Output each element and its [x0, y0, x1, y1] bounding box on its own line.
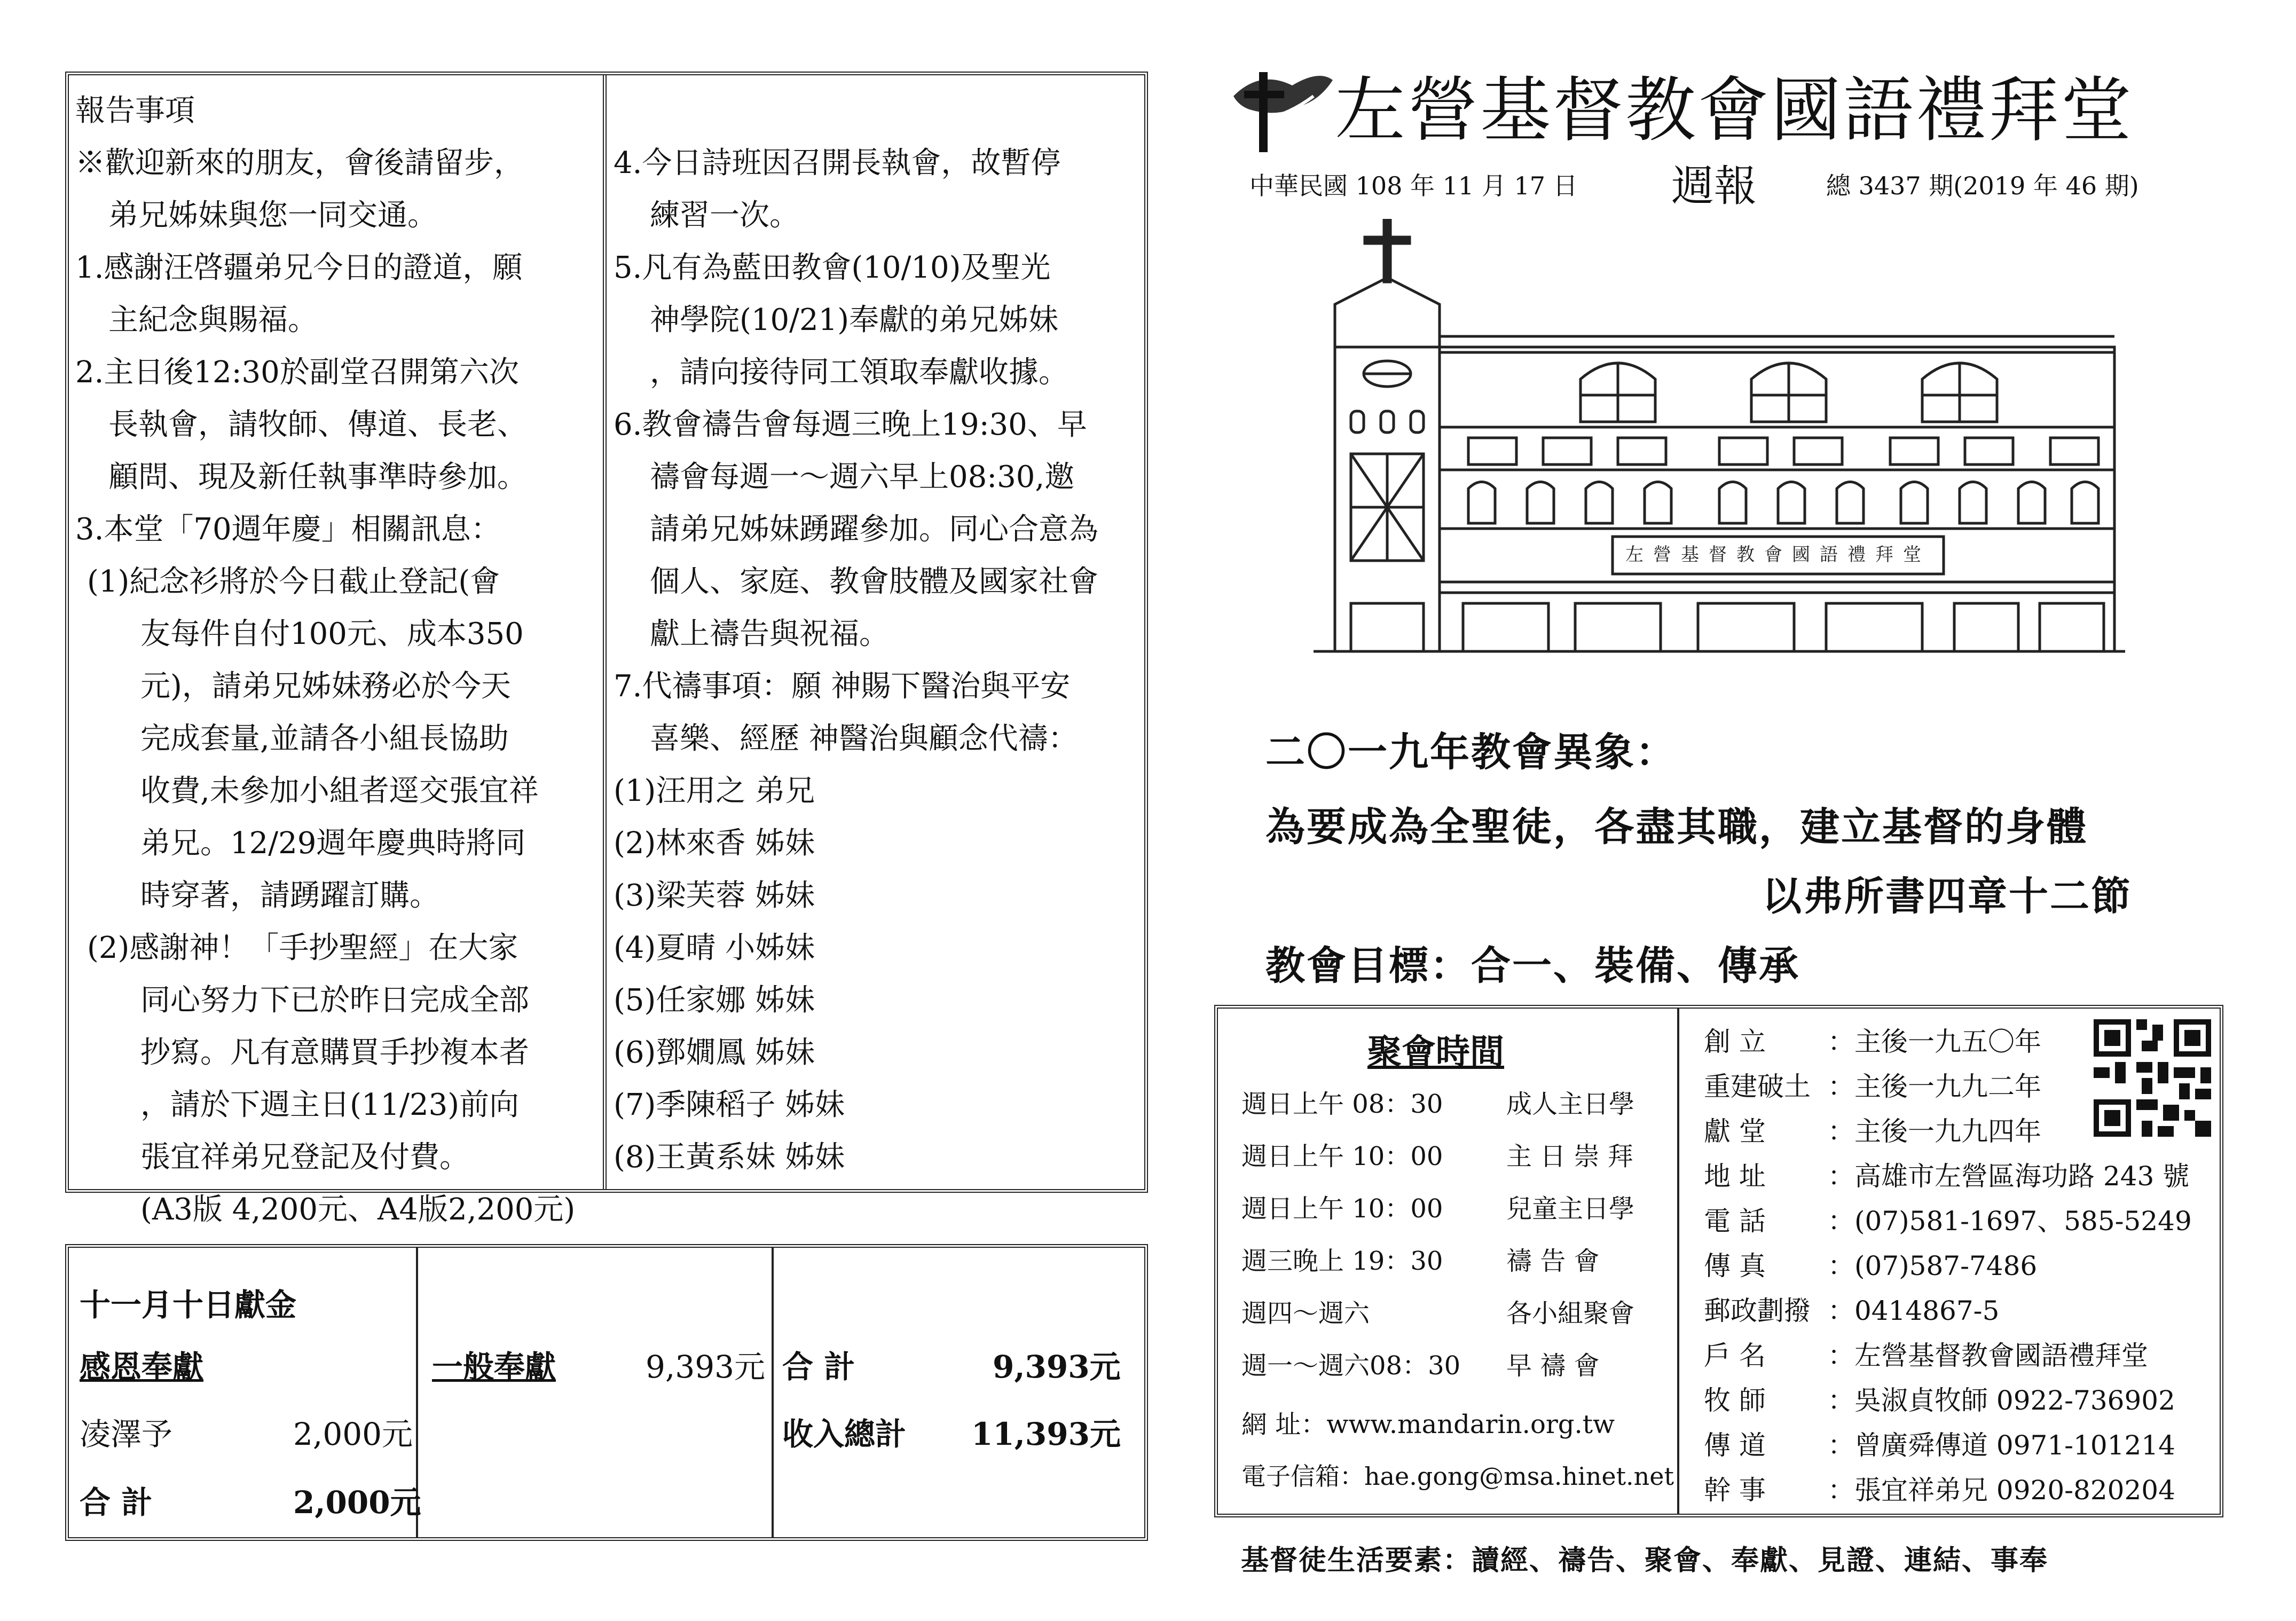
meeting-time: 週日上午 08：30 — [1241, 1089, 1443, 1119]
info-key: 電 話 — [1704, 1206, 1766, 1237]
info-key: 傳 道 — [1704, 1430, 1766, 1461]
info-value: ：張宜祥弟兄 0920-820204 — [1828, 1475, 2175, 1506]
announcement-line: (2)感謝神！「手抄聖經」在大家 — [87, 931, 518, 965]
offering-divider-2 — [772, 1248, 774, 1537]
info-value: ：(07)581-1697、585-5249 — [1828, 1206, 2192, 1237]
announcement-line: 神學院(10/21)奉獻的弟兄姊妹 — [650, 303, 1059, 337]
info-value: ：0414867-5 — [1828, 1295, 2000, 1326]
announcement-line: 友每件自付100元、成本350 — [140, 617, 524, 651]
info-key: 創 立 — [1704, 1026, 1766, 1057]
thanks-offering-label: 感恩奉獻 — [80, 1349, 204, 1385]
announcement-line: 同心努力下已於昨日完成全部 — [140, 983, 529, 1018]
bulletin-date: 中華民國 108 年 11 月 17 日 — [1249, 171, 1578, 200]
announcement-line: 個人、家庭、教會肢體及國家社會 — [650, 564, 1098, 599]
announcement-line: 3.本堂「70週年慶」相關訊息： — [75, 512, 501, 547]
thanks-offering-name: 凌澤予 — [80, 1416, 173, 1452]
announcements-left-column — [75, 85, 575, 1236]
info-row-founded — [1704, 1020, 2041, 1059]
announcement-line: ※歡迎新來的朋友，會後請留步， — [75, 146, 524, 180]
offering-box — [65, 1244, 1148, 1541]
info-row-account-name — [1704, 1334, 2148, 1373]
info-key: 郵政劃撥 — [1704, 1295, 1811, 1326]
prayer-item: (8)王黃系妹 姊妹 — [614, 1140, 845, 1175]
meeting-info-divider — [1677, 1009, 1679, 1514]
info-row-pastor — [1704, 1379, 2175, 1418]
vision-statement: 為要成為全聖徒，各盡其職，建立基督的身體 — [1265, 804, 2088, 850]
meeting-name: 成人主日學 — [1506, 1089, 1635, 1119]
info-row-address — [1704, 1155, 2189, 1193]
meeting-times-title: 聚會時間 — [1367, 1032, 1504, 1072]
announcement-line: 2.主日後12:30於副堂召開第六次 — [75, 355, 519, 390]
website-link[interactable]: 網 址：www.mandarin.org.tw — [1241, 1410, 1615, 1439]
meeting-name: 禱 告 會 — [1506, 1246, 1600, 1276]
vision-scripture: 以弗所書四章十二節 — [1762, 874, 2132, 919]
bulletin-label: 週報 — [1671, 161, 1757, 211]
email-link[interactable]: 電子信箱：hae.gong@msa.hinet.net — [1241, 1462, 1674, 1491]
announcement-line: (A3版 4,200元、A4版2,200元) — [140, 1192, 576, 1227]
prayer-item: (4)夏晴 小姊妹 — [614, 931, 815, 965]
announcement-line: 7.代禱事項：願 神賜下醫治與平安 — [614, 669, 1071, 704]
grand-total-label: 收入總計 — [782, 1416, 907, 1452]
general-offering-amount: 9,393元 — [646, 1349, 766, 1385]
announcement-line: 收費,未參加小組者逕交張宜祥 — [140, 774, 539, 808]
announcements-divider — [603, 75, 607, 1189]
info-value: ：左營基督教會國語禮拜堂 — [1828, 1340, 2148, 1371]
meeting-name: 早 禱 會 — [1506, 1351, 1600, 1381]
cross-wing-logo-icon — [1228, 59, 1335, 155]
church-building-illustration — [1314, 219, 2125, 715]
announcement-line: (1)紀念衫將於今日截止登記(會 — [87, 564, 500, 599]
prayer-item: (7)季陳稻子 姊妹 — [614, 1088, 845, 1122]
info-value: ：曾廣舜傳道 0971-101214 — [1828, 1430, 2175, 1461]
info-key: 戶 名 — [1704, 1340, 1766, 1371]
tower-cross-icon — [1384, 219, 1390, 282]
announcement-line: 長執會，請牧師、傳道、長老、 — [108, 407, 527, 442]
meeting-name: 主 日 崇 拜 — [1506, 1142, 1633, 1171]
general-total-label: 合 計 — [782, 1349, 855, 1385]
announcement-line: 完成套量,並請各小組長協助 — [140, 721, 509, 756]
thanks-subtotal-amount: 2,000元 — [293, 1484, 421, 1521]
announcement-line: 弟兄。12/29週年慶典時將同 — [140, 826, 526, 861]
info-key: 傳 真 — [1704, 1250, 1766, 1281]
prayer-item: (6)鄧嫺鳳 姊妹 — [614, 1035, 815, 1070]
info-row-groundbreaking — [1704, 1065, 2041, 1104]
info-row-secretary — [1704, 1469, 2175, 1507]
info-key: 地 址 — [1704, 1161, 1766, 1192]
prayer-item: (5)任家娜 姊妹 — [614, 983, 815, 1018]
meeting-time: 週日上午 10：00 — [1241, 1194, 1443, 1224]
info-value: ：主後一九五〇年 — [1828, 1026, 2041, 1057]
grand-total-amount: 11,393元 — [971, 1416, 1121, 1452]
info-key: 重建破土 — [1704, 1071, 1811, 1102]
meeting-time: 週四～週六 — [1241, 1299, 1370, 1328]
announcement-line: 顧問、現及新任執事準時參加。 — [108, 460, 527, 494]
meeting-time: 週一～週六08：30 — [1241, 1351, 1461, 1381]
info-value: ：吳淑貞牧師 0922-736902 — [1828, 1385, 2175, 1416]
qr-code-icon[interactable] — [2094, 1019, 2211, 1137]
meeting-time: 週日上午 10：00 — [1241, 1142, 1443, 1171]
announcements-box — [65, 72, 1148, 1227]
info-key: 牧 師 — [1704, 1385, 1766, 1416]
info-value: ：(07)587-7486 — [1828, 1250, 2038, 1281]
announcement-line: 請弟兄姊妹踴躍參加。同心合意為 — [650, 512, 1098, 547]
bulletin-issue: 總 3437 期(2019 年 46 期) — [1826, 171, 2139, 200]
thanks-offering-amount: 2,000元 — [293, 1416, 413, 1452]
church-goals: 教會目標：合一、裝備、傳承 — [1265, 943, 1800, 989]
announcement-line: ，請向接待同工領取奉獻收據。 — [650, 355, 1068, 390]
announcement-line: 練習一次。 — [650, 198, 799, 233]
announcement-line: 禱會每週一～週六早上08:30,邀 — [650, 460, 1075, 494]
meeting-name: 各小組聚會 — [1506, 1299, 1635, 1328]
thanks-subtotal-label: 合 計 — [80, 1484, 153, 1521]
info-value: ：主後一九九四年 — [1828, 1116, 2041, 1147]
prayer-item: (1)汪用之 弟兄 — [614, 774, 815, 808]
announcement-line: 6.教會禱告會每週三晚上19:30、早 — [614, 407, 1087, 442]
vision-heading: 二〇一九年教會異象： — [1265, 729, 1677, 775]
announcement-line: 主紀念與賜福。 — [108, 303, 318, 337]
info-row-fax — [1704, 1245, 2037, 1283]
general-offering-label: 一般奉獻 — [432, 1349, 556, 1385]
announcement-line: 時穿著，請踴躍訂購。 — [140, 878, 439, 913]
announcement-line: 弟兄姊妹與您一同交通。 — [108, 198, 437, 233]
info-row-dedication — [1704, 1110, 2041, 1148]
info-row-postal-transfer — [1704, 1289, 1999, 1328]
announcement-line: 抄寫。凡有意購買手抄複本者 — [140, 1035, 529, 1070]
announcement-line: 5.凡有為藍田教會(10/10)及聖光 — [614, 250, 1051, 285]
meeting-name: 兒童主日學 — [1506, 1194, 1635, 1224]
church-logo — [1228, 59, 1335, 155]
announcement-line: 4.今日詩班因召開長執會，故暫停 — [614, 146, 1061, 180]
announcement-line: ，請於下週主日(11/23)前向 — [140, 1088, 520, 1122]
footer-motto: 基督徒生活要素：讀經、禱告、聚會、奉獻、見證、連結、事奉 — [1241, 1545, 2049, 1577]
info-row-phone — [1704, 1200, 2192, 1238]
meeting-time: 週三晚上 19：30 — [1241, 1246, 1443, 1276]
announcement-line: 喜樂、經歷 神醫治與顧念代禱： — [650, 721, 1078, 756]
prayer-item: (2)林來香 姊妹 — [614, 826, 815, 861]
info-value: ：高雄市左營區海功路 243 號 — [1828, 1161, 2190, 1192]
prayer-item: (3)梁芙蓉 姊妹 — [614, 878, 815, 913]
announcements-heading: 報告事項 — [75, 93, 195, 128]
announcement-line: 1.感謝汪啓疆弟兄今日的證道，願 — [75, 250, 523, 285]
info-key: 獻 堂 — [1704, 1116, 1766, 1147]
info-key: 幹 事 — [1704, 1475, 1766, 1506]
announcement-line: 元)，請弟兄姊妹務必於今天 — [140, 669, 511, 704]
general-total-amount: 9,393元 — [993, 1349, 1121, 1385]
info-value: ：主後一九九二年 — [1828, 1071, 2041, 1102]
church-name: 左營基督教會國語禮拜堂 — [1335, 69, 2134, 152]
building-sign-text: 左營基督教會國語禮拜堂 — [1625, 544, 1931, 565]
meeting-info-box — [1214, 1005, 2223, 1517]
announcement-line: 獻上禱告與祝福。 — [650, 617, 889, 651]
info-row-preacher — [1704, 1424, 2175, 1462]
announcement-line: 張宜祥弟兄登記及付費。 — [140, 1140, 469, 1175]
announcements-right-column — [614, 137, 1098, 1184]
offering-title: 十一月十日獻金 — [80, 1287, 297, 1323]
